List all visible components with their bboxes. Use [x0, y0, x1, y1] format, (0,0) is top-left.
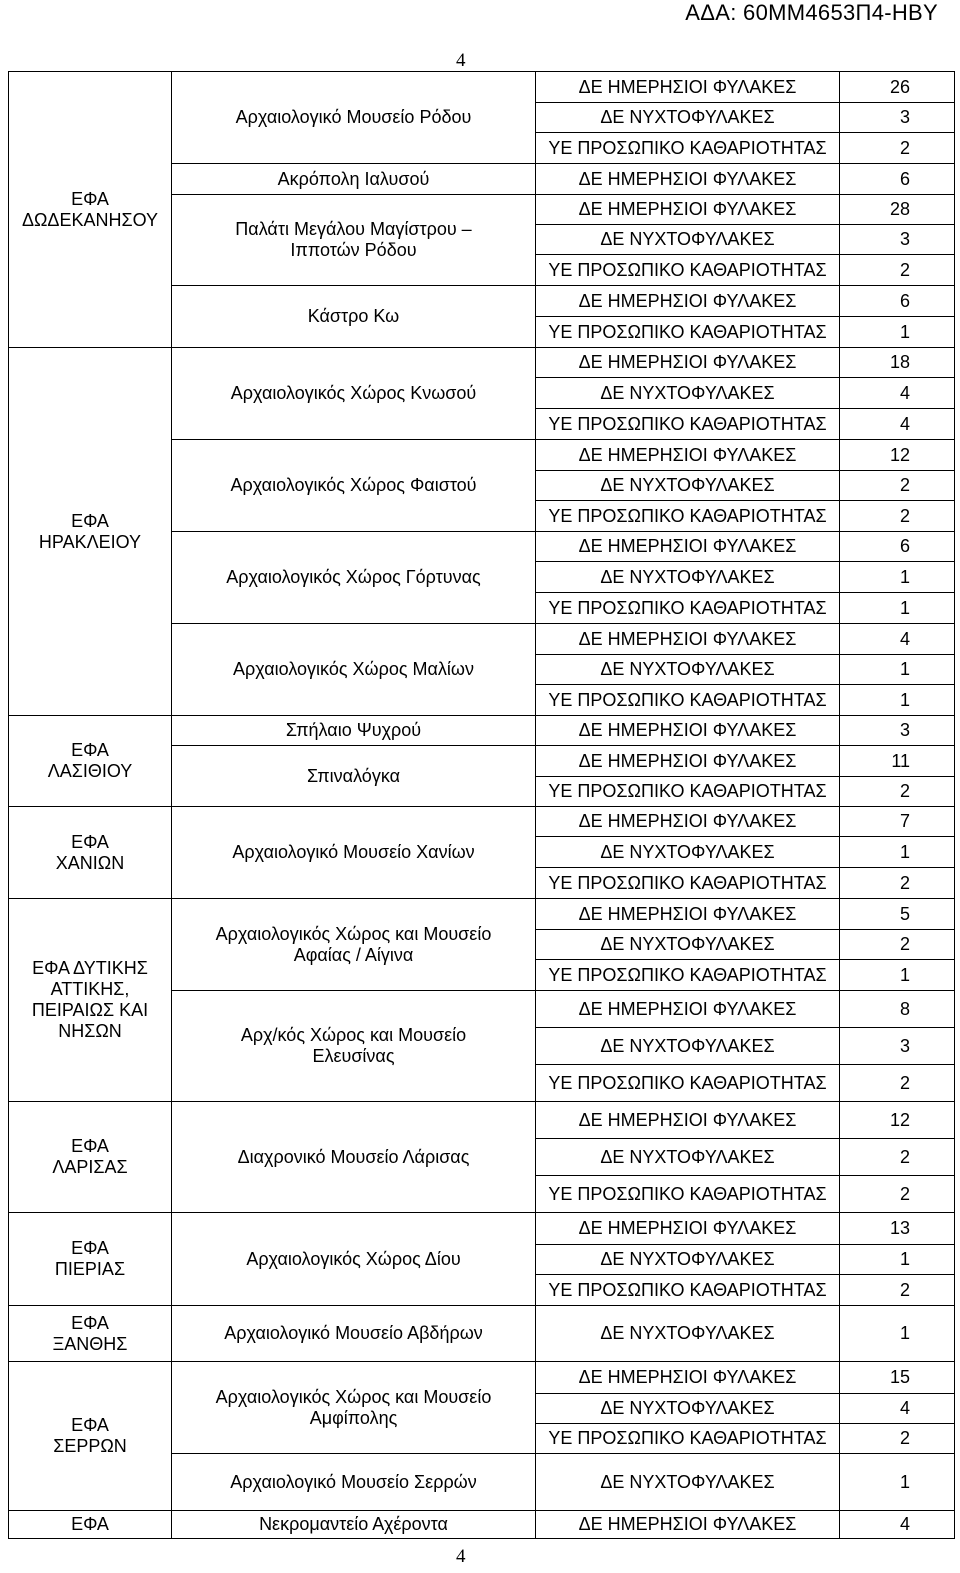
- unit-cell-line: ΕΦΑ: [71, 188, 109, 209]
- count-cell: 18: [840, 348, 955, 378]
- count-cell: 1: [840, 837, 955, 868]
- table-row: [9, 716, 955, 746]
- site-cell-line: Αρχαιολογικός Χώρος Μαλίων: [233, 659, 474, 679]
- role-cell: ΥΕ ΠΡΟΣΩΠΙΚΟ ΚΑΘΑΡΙΟΤΗΤΑΣ: [536, 1424, 840, 1454]
- role-cell: ΔΕ ΝΥΧΤΟΦΥΛΑΚΕΣ: [536, 378, 840, 409]
- role-cell: ΔΕ ΝΥΧΤΟΦΥΛΑΚΕΣ: [536, 1306, 840, 1362]
- table-row: [9, 1213, 955, 1245]
- unit-cell-line: ΕΦΑ: [71, 1238, 109, 1258]
- role-cell: ΔΕ ΝΥΧΤΟΦΥΛΑΚΕΣ: [536, 471, 840, 501]
- count-cell: 3: [840, 225, 955, 255]
- unit-cell-line: ΕΦΑ: [71, 1514, 109, 1534]
- role-cell: ΥΕ ΠΡΟΣΩΠΙΚΟ ΚΑΘΑΡΙΟΤΗΤΑΣ: [536, 868, 840, 899]
- table-row: [9, 807, 955, 837]
- site-cell: [172, 899, 536, 991]
- site-cell: [172, 164, 536, 195]
- unit-cell-line: ΕΦΑ: [71, 831, 109, 852]
- table-row: [9, 899, 955, 930]
- site-cell: [172, 624, 536, 716]
- count-cell: 2: [840, 1139, 955, 1176]
- site-cell-line: Αρχαιολογικός Χώρος και Μουσείο: [215, 923, 492, 944]
- site-cell: [172, 716, 536, 746]
- site-cell-line: Αρχαιολογικό Μουσείο Χανίων: [232, 842, 475, 862]
- unit-cell: [9, 348, 172, 716]
- count-cell: 2: [840, 777, 955, 807]
- count-cell: 2: [840, 868, 955, 899]
- role-cell: ΔΕ ΗΜΕΡΗΣΙΟΙ ΦΥΛΑΚΕΣ: [536, 899, 840, 930]
- count-cell: 1: [840, 960, 955, 991]
- count-cell: 2: [840, 133, 955, 164]
- count-cell: 3: [840, 716, 955, 746]
- site-cell-line: Αρχ/κός Χώρος και Μουσείο: [240, 1025, 467, 1045]
- role-cell: ΔΕ ΝΥΧΤΟΦΥΛΑΚΕΣ: [536, 1139, 840, 1176]
- site-cell-line: Ιπποτών Ρόδου: [290, 240, 417, 260]
- unit-cell-line: ΕΦΑ: [71, 1415, 109, 1435]
- site-cell: [172, 1102, 536, 1213]
- role-cell: ΔΕ ΗΜΕΡΗΣΙΟΙ ΦΥΛΑΚΕΣ: [536, 72, 840, 103]
- count-cell: 4: [840, 624, 955, 655]
- role-cell: ΥΕ ΠΡΟΣΩΠΙΚΟ ΚΑΘΑΡΙΟΤΗΤΑΣ: [536, 1065, 840, 1102]
- role-cell: ΔΕ ΗΜΕΡΗΣΙΟΙ ΦΥΛΑΚΕΣ: [536, 624, 840, 655]
- role-cell: ΔΕ ΝΥΧΤΟΦΥΛΑΚΕΣ: [536, 225, 840, 255]
- site-cell-line: Αρχαιολογικός Χώρος Κνωσού: [230, 383, 477, 403]
- count-cell: 28: [840, 195, 955, 225]
- site-cell-line: Σπήλαιο Ψυχρού: [285, 720, 422, 740]
- unit-cell: [9, 72, 172, 348]
- unit-cell-line: ΣΕΡΡΩΝ: [53, 1436, 127, 1456]
- role-cell: ΔΕ ΝΥΧΤΟΦΥΛΑΚΕΣ: [536, 930, 840, 960]
- count-cell: 6: [840, 532, 955, 562]
- count-cell: 12: [840, 440, 955, 471]
- site-cell: [172, 1362, 536, 1454]
- site-cell-line: Σπιναλόγκα: [306, 765, 400, 786]
- count-cell: 2: [840, 471, 955, 501]
- role-cell: ΔΕ ΗΜΕΡΗΣΙΟΙ ΦΥΛΑΚΕΣ: [536, 746, 840, 777]
- count-cell: 3: [840, 1028, 955, 1065]
- site-cell-line: Αρχαιολογικό Μουσείο Σερρών: [230, 1471, 477, 1492]
- site-cell-line: Κάστρο Κω: [307, 306, 400, 326]
- role-cell: ΔΕ ΗΜΕΡΗΣΙΟΙ ΦΥΛΑΚΕΣ: [536, 164, 840, 195]
- count-cell: 1: [840, 317, 955, 348]
- table-row: [9, 1306, 955, 1362]
- site-cell-line: Αρχαιολογικό Μουσείο Αβδήρων: [224, 1323, 483, 1343]
- table-row: [9, 72, 955, 103]
- count-cell: 2: [840, 1176, 955, 1213]
- unit-cell-line: ΧΑΝΙΩΝ: [55, 852, 125, 873]
- unit-cell-line: ΕΦΑ ΔΥΤΙΚΗΣ: [32, 958, 148, 978]
- unit-cell: [9, 1306, 172, 1362]
- unit-cell-line: ΕΦΑ: [71, 1136, 109, 1156]
- role-cell: ΔΕ ΗΜΕΡΗΣΙΟΙ ΦΥΛΑΚΕΣ: [536, 1102, 840, 1139]
- count-cell: 1: [840, 593, 955, 624]
- unit-cell-line: ΠΕΙΡΑΙΩΣ ΚΑΙ: [31, 1000, 149, 1020]
- role-cell: ΥΕ ΠΡΟΣΩΠΙΚΟ ΚΑΘΑΡΙΟΤΗΤΑΣ: [536, 960, 840, 991]
- role-cell: ΔΕ ΝΥΧΤΟΦΥΛΑΚΕΣ: [536, 837, 840, 868]
- site-cell: [172, 440, 536, 532]
- count-cell: 2: [840, 930, 955, 960]
- page-number-top: 4: [456, 50, 466, 71]
- count-cell: 6: [840, 164, 955, 195]
- unit-cell-line: ΠΙΕΡΙΑΣ: [54, 1259, 126, 1279]
- role-cell: ΥΕ ΠΡΟΣΩΠΙΚΟ ΚΑΘΑΡΙΟΤΗΤΑΣ: [536, 1275, 840, 1306]
- role-cell: ΔΕ ΗΜΕΡΗΣΙΟΙ ΦΥΛΑΚΕΣ: [536, 1362, 840, 1394]
- role-cell: ΔΕ ΝΥΧΤΟΦΥΛΑΚΕΣ: [536, 655, 840, 685]
- count-cell: 6: [840, 286, 955, 317]
- unit-cell-line: ΕΦΑ: [71, 510, 109, 531]
- role-cell: ΔΕ ΝΥΧΤΟΦΥΛΑΚΕΣ: [536, 1394, 840, 1424]
- count-cell: 1: [840, 1454, 955, 1511]
- table-row: [9, 1511, 955, 1539]
- count-cell: 4: [840, 1394, 955, 1424]
- role-cell: ΔΕ ΝΥΧΤΟΦΥΛΑΚΕΣ: [536, 1454, 840, 1511]
- role-cell: ΔΕ ΗΜΕΡΗΣΙΟΙ ΦΥΛΑΚΕΣ: [536, 991, 840, 1028]
- count-cell: 2: [840, 1275, 955, 1306]
- site-cell-line: Διαχρονικό Μουσείο Λάρισας: [237, 1146, 470, 1167]
- site-cell: [172, 807, 536, 899]
- site-cell: [172, 746, 536, 807]
- count-cell: 26: [840, 72, 955, 103]
- site-cell: [172, 348, 536, 440]
- count-cell: 2: [840, 1424, 955, 1454]
- role-cell: ΥΕ ΠΡΟΣΩΠΙΚΟ ΚΑΘΑΡΙΟΤΗΤΑΣ: [536, 1176, 840, 1213]
- role-cell: ΔΕ ΗΜΕΡΗΣΙΟΙ ΦΥΛΑΚΕΣ: [536, 532, 840, 562]
- count-cell: 7: [840, 807, 955, 837]
- role-cell: ΔΕ ΝΥΧΤΟΦΥΛΑΚΕΣ: [536, 103, 840, 133]
- site-cell-line: Αμφίπολης: [309, 1407, 398, 1428]
- unit-cell-line: ΔΩΔΕΚΑΝΗΣΟΥ: [21, 209, 159, 230]
- count-cell: 15: [840, 1362, 955, 1394]
- unit-cell-line: ΛΑΣΙΘΙΟΥ: [47, 761, 133, 781]
- count-cell: 12: [840, 1102, 955, 1139]
- count-cell: 2: [840, 501, 955, 532]
- site-cell-line: Παλάτι Μεγάλου Μαγίστρου –: [235, 219, 472, 239]
- role-cell: ΔΕ ΗΜΕΡΗΣΙΟΙ ΦΥΛΑΚΕΣ: [536, 716, 840, 746]
- count-cell: 4: [840, 378, 955, 409]
- unit-cell: [9, 716, 172, 807]
- count-cell: 1: [840, 562, 955, 593]
- site-cell: [172, 1306, 536, 1362]
- count-cell: 8: [840, 991, 955, 1028]
- count-cell: 4: [840, 1511, 955, 1539]
- role-cell: ΥΕ ΠΡΟΣΩΠΙΚΟ ΚΑΘΑΡΙΟΤΗΤΑΣ: [536, 777, 840, 807]
- site-cell-line: Αρχαιολογικός Χώρος Γόρτυνας: [226, 567, 481, 587]
- document-ada-code: ΑΔΑ: 60ΜΜ4653Π4-ΗΒΥ: [685, 0, 938, 25]
- site-cell-line: Ελευσίνας: [312, 1046, 395, 1066]
- table-row: [9, 348, 955, 378]
- count-cell: 5: [840, 899, 955, 930]
- site-cell-line: Αρχαιολογικό Μουσείο Ρόδου: [235, 107, 472, 127]
- role-cell: ΔΕ ΝΥΧΤΟΦΥΛΑΚΕΣ: [536, 1245, 840, 1275]
- role-cell: ΔΕ ΗΜΕΡΗΣΙΟΙ ΦΥΛΑΚΕΣ: [536, 1511, 840, 1539]
- role-cell: ΔΕ ΗΜΕΡΗΣΙΟΙ ΦΥΛΑΚΕΣ: [536, 440, 840, 471]
- site-cell-line: Αρχαιολογικός Χώρος Δίου: [246, 1248, 461, 1269]
- count-cell: 13: [840, 1213, 955, 1245]
- role-cell: ΥΕ ΠΡΟΣΩΠΙΚΟ ΚΑΘΑΡΙΟΤΗΤΑΣ: [536, 255, 840, 286]
- count-cell: 1: [840, 1245, 955, 1275]
- staffing-table: [8, 71, 955, 1539]
- unit-cell-line: ΕΦΑ: [71, 1312, 109, 1333]
- count-cell: 4: [840, 409, 955, 440]
- site-cell: [172, 1454, 536, 1511]
- site-cell: [172, 72, 536, 164]
- role-cell: ΥΕ ΠΡΟΣΩΠΙΚΟ ΚΑΘΑΡΙΟΤΗΤΑΣ: [536, 317, 840, 348]
- count-cell: 1: [840, 685, 955, 716]
- count-cell: 2: [840, 1065, 955, 1102]
- site-cell-line: Αφαίας / Αίγινα: [293, 944, 414, 965]
- count-cell: 11: [840, 746, 955, 777]
- table-row: [9, 1362, 955, 1394]
- unit-cell: [9, 1511, 172, 1539]
- role-cell: ΥΕ ΠΡΟΣΩΠΙΚΟ ΚΑΘΑΡΙΟΤΗΤΑΣ: [536, 501, 840, 532]
- site-cell-line: Νεκρομαντείο Αχέροντα: [259, 1514, 448, 1534]
- role-cell: ΥΕ ΠΡΟΣΩΠΙΚΟ ΚΑΘΑΡΙΟΤΗΤΑΣ: [536, 133, 840, 164]
- unit-cell: [9, 1213, 172, 1306]
- unit-cell-line: ΕΦΑ: [71, 740, 109, 760]
- role-cell: ΥΕ ΠΡΟΣΩΠΙΚΟ ΚΑΘΑΡΙΟΤΗΤΑΣ: [536, 409, 840, 440]
- role-cell: ΔΕ ΝΥΧΤΟΦΥΛΑΚΕΣ: [536, 562, 840, 593]
- unit-cell: [9, 899, 172, 1102]
- unit-cell-line: ΗΡΑΚΛΕΙΟΥ: [38, 531, 142, 552]
- count-cell: 2: [840, 255, 955, 286]
- site-cell: [172, 1511, 536, 1539]
- site-cell: [172, 195, 536, 286]
- role-cell: ΔΕ ΝΥΧΤΟΦΥΛΑΚΕΣ: [536, 1028, 840, 1065]
- unit-cell-line: ΑΤΤΙΚΗΣ,: [50, 979, 130, 999]
- site-cell: [172, 991, 536, 1102]
- unit-cell-line: ΛΑΡΙΣΑΣ: [52, 1157, 128, 1177]
- site-cell: [172, 532, 536, 624]
- unit-cell: [9, 1362, 172, 1511]
- unit-cell: [9, 807, 172, 899]
- unit-cell-line: ΝΗΣΩΝ: [58, 1021, 122, 1041]
- site-cell-line: Ακρόπολη Ιαλυσού: [277, 168, 430, 189]
- role-cell: ΔΕ ΗΜΕΡΗΣΙΟΙ ΦΥΛΑΚΕΣ: [536, 1213, 840, 1245]
- role-cell: ΥΕ ΠΡΟΣΩΠΙΚΟ ΚΑΘΑΡΙΟΤΗΤΑΣ: [536, 593, 840, 624]
- role-cell: ΔΕ ΗΜΕΡΗΣΙΟΙ ΦΥΛΑΚΕΣ: [536, 807, 840, 837]
- site-cell-line: Αρχαιολογικός Χώρος και Μουσείο: [215, 1386, 492, 1407]
- role-cell: ΥΕ ΠΡΟΣΩΠΙΚΟ ΚΑΘΑΡΙΟΤΗΤΑΣ: [536, 685, 840, 716]
- role-cell: ΔΕ ΗΜΕΡΗΣΙΟΙ ΦΥΛΑΚΕΣ: [536, 286, 840, 317]
- unit-cell-line: ΞΑΝΘΗΣ: [52, 1333, 128, 1354]
- page-number-bottom: 4: [456, 1546, 466, 1567]
- role-cell: ΔΕ ΗΜΕΡΗΣΙΟΙ ΦΥΛΑΚΕΣ: [536, 348, 840, 378]
- count-cell: 1: [840, 1306, 955, 1362]
- site-cell: [172, 286, 536, 348]
- role-cell: ΔΕ ΗΜΕΡΗΣΙΟΙ ΦΥΛΑΚΕΣ: [536, 195, 840, 225]
- count-cell: 1: [840, 655, 955, 685]
- site-cell: [172, 1213, 536, 1306]
- table-row: [9, 1102, 955, 1139]
- unit-cell: [9, 1102, 172, 1213]
- site-cell-line: Αρχαιολογικός Χώρος Φαιστού: [230, 475, 477, 495]
- count-cell: 3: [840, 103, 955, 133]
